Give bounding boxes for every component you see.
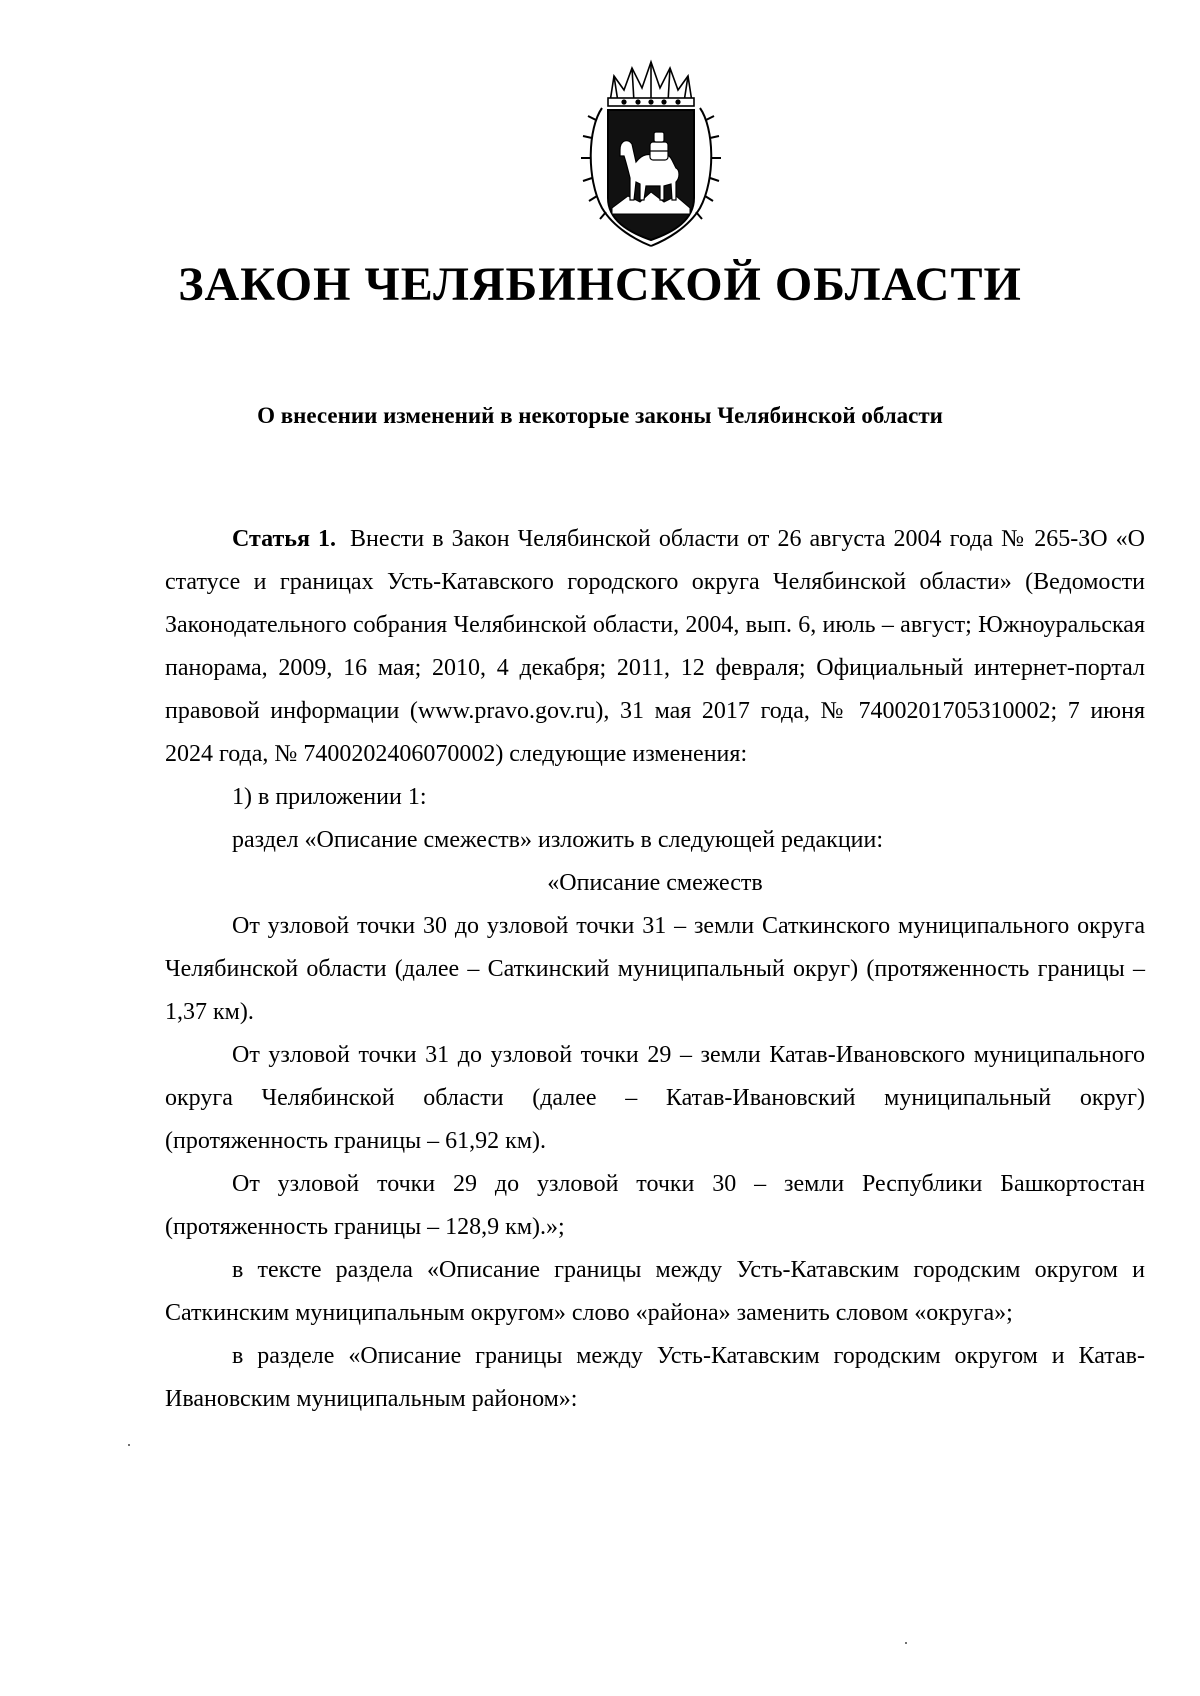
chelyabinsk-coat-of-arms-icon [580, 58, 722, 248]
article-label: Статья 1. [232, 526, 337, 552]
paragraph-section-edit: раздел «Описание смежеств» изложить в следующей редакции: [232, 827, 884, 853]
paragraph-adjacency-3: От узловой точки 29 до узловой точки 30 – земли Республики Башкортостан (протяженность границы – 128,9 км).»; [165, 1171, 1145, 1240]
scan-speck [905, 1642, 907, 1644]
law-body [165, 518, 1145, 1421]
law-subtitle: О внесении изменений в некоторые законы Челябинской области [257, 403, 943, 428]
section-heading: «Описание смежеств [547, 870, 763, 896]
law-title: ЗАКОН ЧЕЛЯБИНСКОЙ ОБЛАСТИ [178, 258, 1022, 311]
paragraph-adjacency-2: От узловой точки 31 до узловой точки 29 – земли Катав-Ивановского муниципального округа Челябинской области (далее – Катав-Ивановский муниципальный округ) (протяженность границы – 61,92 км). [165, 1042, 1145, 1154]
paragraph-adjacency-1: От узловой точки 30 до узловой точки 31 – земли Саткинского муниципального округа Челябинской области (далее – Саткинский муниципальный округ) (протяженность границы – 1,37 км). [165, 913, 1145, 1025]
crown-icon [608, 62, 694, 106]
article-1-paragraph [165, 518, 1145, 776]
paragraph-section-katav: в разделе «Описание границы между Усть-Катавским городским округом и Катав-Ивановским муниципальным районом»: [165, 1343, 1145, 1412]
paragraph-appendix: 1) в приложении 1: [232, 784, 427, 810]
scan-speck [128, 1444, 130, 1446]
paragraph-text: Внести в Закон Челябинской области от 26 августа 2004 года № 265-ЗО «О статусе и границах Усть-Катавского городского округа Челябинской области» (Ведомости Законодательного собрания Челябинской области, 2004, вып. 6, июль – август; Южноуральская панорама, 2009, 16 мая; 2010, 4 декабря; 2011, 12 февраля; Официальный интернет-портал правовой информации (www.pravo.gov.ru), 31 мая 2017 года, № 7400201705310002; 7 июня 2024 года, № 7400202406070002) следующие изменения: [165, 526, 1145, 767]
paragraph-replace-word: в тексте раздела «Описание границы между Усть-Катавским городским округом и Саткинским муниципальным округом» слово «района» заменить словом «округа»; [165, 1257, 1145, 1326]
